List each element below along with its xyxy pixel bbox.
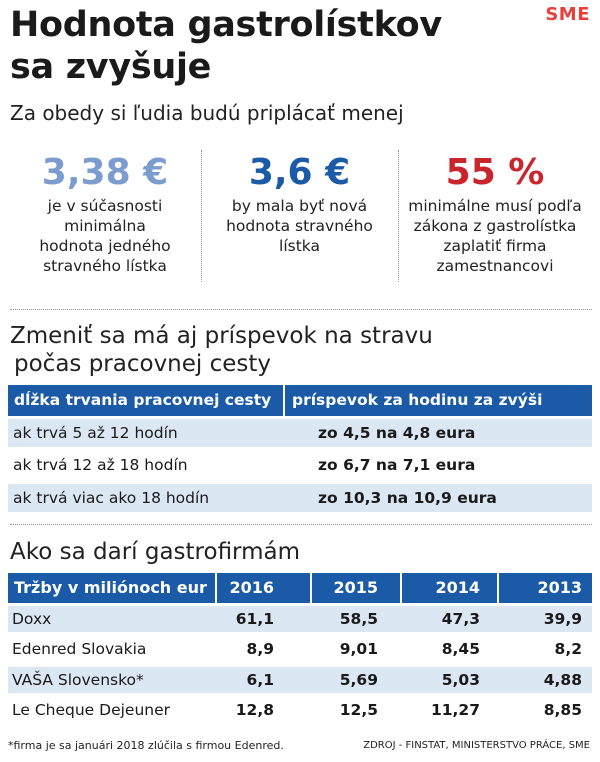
column-header-duration: dĺžka trvania pracovnej cesty <box>14 391 272 409</box>
firms-table-header <box>8 573 592 603</box>
revenue-cell: 4,88 <box>543 671 582 689</box>
header-divider <box>283 385 285 416</box>
travel-title-line-2: počas pracovnej cesty <box>14 351 272 377</box>
sme-logo: SME <box>545 4 590 25</box>
travel-table-header <box>8 385 592 416</box>
revenue-cell: 8,9 <box>246 640 274 658</box>
section-divider <box>10 309 592 310</box>
table-row <box>8 484 592 512</box>
revenue-cell: 12,8 <box>235 701 274 719</box>
firm-name-cell: Edenred Slovakia <box>12 640 147 658</box>
contribution-cell: zo 4,5 na 4,8 eura <box>318 424 476 442</box>
travel-section-title <box>10 322 433 378</box>
stat-description-line: je v súčasnosti <box>47 197 163 215</box>
stat-description-line: zaplatiť firma <box>443 237 547 255</box>
source-credit: ZDROJ - FINSTAT, MINISTERSTVO PRÁCE, SME <box>363 740 590 751</box>
revenue-cell: 6,1 <box>246 671 274 689</box>
footnote: *firma je sa januári 2018 zlúčila s firmou Edenred. <box>8 739 284 752</box>
main-title <box>10 4 510 88</box>
header-divider <box>400 573 402 603</box>
stat-description-line: stravného lístka <box>43 257 167 275</box>
revenue-cell: 39,9 <box>543 610 582 628</box>
revenue-cell: 5,03 <box>441 671 480 689</box>
table-row <box>8 451 592 479</box>
contribution-cell: zo 6,7 na 7,1 eura <box>318 456 476 474</box>
stat-current-value <box>10 150 200 276</box>
stat-description-line: lístka <box>279 237 320 255</box>
firm-name-cell: VAŠA Slovensko* <box>12 671 144 689</box>
stat-description <box>10 196 200 276</box>
stat-description-line: zamestnancovi <box>436 257 554 275</box>
stat-value: 3,6 € <box>248 152 351 193</box>
revenue-cell: 5,69 <box>339 671 378 689</box>
stat-description-line: hodnota jedného <box>39 237 171 255</box>
main-title-line-1: Hodnota gastrolístkov <box>10 5 442 45</box>
firm-name-cell: Doxx <box>12 610 52 628</box>
column-header-year: 2013 <box>537 578 582 597</box>
duration-cell: ak trvá 5 až 12 hodín <box>13 424 178 442</box>
stat-description <box>203 196 396 256</box>
column-header-revenue: Tržby v miliónoch eur <box>14 578 207 597</box>
stat-employer-share <box>400 150 590 276</box>
stat-new-value <box>203 150 396 256</box>
main-title-line-2: sa zvyšuje <box>10 47 212 87</box>
header-divider <box>215 573 217 603</box>
duration-cell: ak trvá viac ako 18 hodín <box>13 489 210 507</box>
revenue-cell: 61,1 <box>235 610 274 628</box>
header-divider <box>310 573 312 603</box>
column-header-year: 2016 <box>229 578 274 597</box>
stat-value: 55 % <box>445 152 545 193</box>
revenue-cell: 12,5 <box>339 701 378 719</box>
stats-panel <box>0 150 600 290</box>
stat-description-line: minimálna <box>64 217 146 235</box>
revenue-cell: 8,2 <box>554 640 582 658</box>
stat-description-line: by mala byť nová <box>231 197 368 215</box>
revenue-cell: 58,5 <box>339 610 378 628</box>
header-divider <box>497 573 499 603</box>
revenue-cell: 8,85 <box>543 701 582 719</box>
section-divider <box>10 524 592 525</box>
revenue-cell: 11,27 <box>430 701 480 719</box>
stat-value: 3,38 € <box>41 152 169 193</box>
column-header-contribution: príspevok za hodinu za zvýši <box>292 391 543 409</box>
firms-section-title: Ako sa darí gastrofirmám <box>10 539 301 565</box>
contribution-cell: zo 10,3 na 10,9 eura <box>318 489 497 507</box>
revenue-cell: 9,01 <box>339 640 378 658</box>
table-row <box>8 636 592 662</box>
stat-description-line: hodnota stravného <box>226 217 373 235</box>
firm-name-cell: Le Cheque Dejeuner <box>12 701 171 719</box>
stat-description-line: minimálne musí podľa <box>408 197 582 215</box>
duration-cell: ak trvá 12 až 18 hodín <box>13 456 188 474</box>
column-header-year: 2015 <box>333 578 378 597</box>
column-header-year: 2014 <box>435 578 480 597</box>
table-row <box>8 667 592 693</box>
table-row <box>8 419 592 447</box>
table-row <box>8 606 592 632</box>
revenue-cell: 47,3 <box>441 610 480 628</box>
subtitle: Za obedy si ľudia budú priplácať menej <box>10 101 404 125</box>
stat-divider <box>201 150 202 282</box>
stat-divider <box>398 150 399 282</box>
stat-description-line: zákona z gastrolístka <box>413 217 577 235</box>
table-row <box>8 697 592 723</box>
revenue-cell: 8,45 <box>441 640 480 658</box>
stat-description <box>400 196 590 276</box>
travel-title-line-1: Zmeniť sa má aj príspevok na stravu <box>10 323 433 349</box>
